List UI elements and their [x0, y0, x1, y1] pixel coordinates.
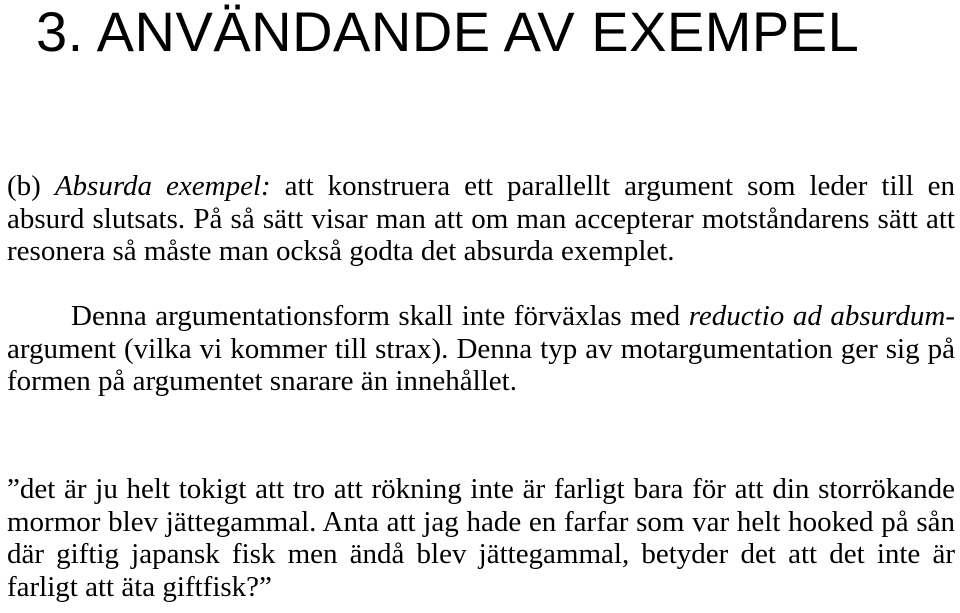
paragraph-definition: att konstruera ett parallellt argument som leder till en absurd slutsats. På så sätt visar man att om man accepterar motståndarens sätt att resonera så måste man också godta det absurda exemplet.	[7, 170, 955, 267]
paragraph-text-before: Denna argumentationsform skall inte förväxlas med	[71, 300, 689, 332]
term-reductio-ad-absurdum: reductio ad absurdum	[688, 300, 946, 332]
example-quote: ”det är ju helt tokigt att tro att rökning inte är farligt bara för att din storrökande mormor blev jättegammal. Anta att jag hade en farfar som var helt hooked på sån där giftig japansk fisk men ändå blev jättegammal, betyder det att det inte är farligt att äta giftfisk?”	[7, 473, 955, 603]
term-absurda-exempel: Absurda exempel:	[54, 170, 271, 202]
paragraph-prefix: (b)	[7, 170, 55, 202]
paragraph-text-after: - argument (vilka vi kommer till strax). Denna typ av motargumentation ger sig på formen på argumentet snarare än innehållet.	[7, 300, 955, 397]
section-heading: 3. ANVÄNDANDE AV EXEMPEL	[36, 0, 860, 63]
paragraph-absurd-examples	[7, 170, 955, 268]
paragraph-reductio-note	[7, 300, 955, 398]
